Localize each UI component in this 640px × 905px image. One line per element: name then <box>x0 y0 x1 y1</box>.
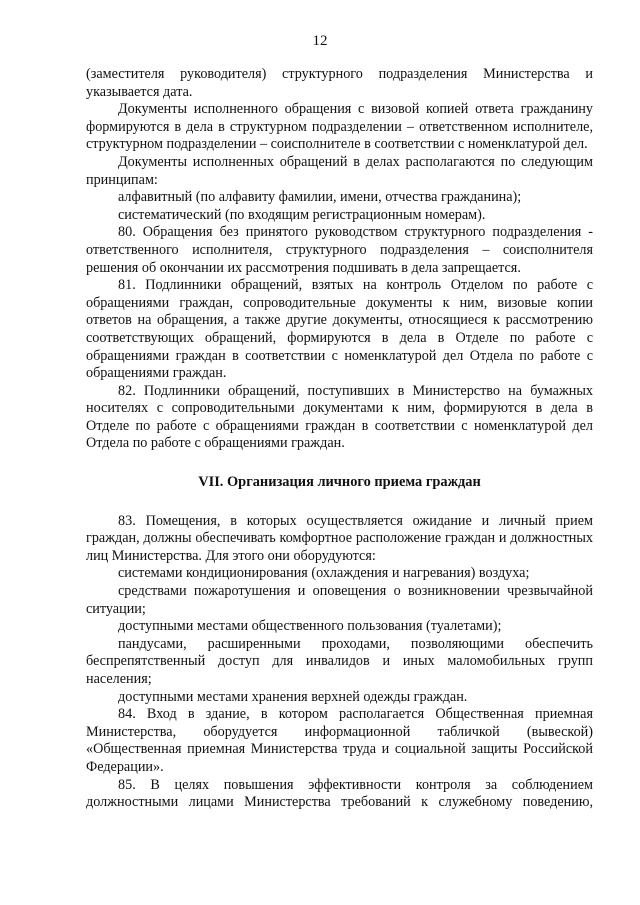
paragraph-82: 82. Подлинники обращений, поступивших в Министерство на бумажных носителях с сопроводительными документами к ним, формируются в дела в Отделе по работе с обращениями граждан в соответствии с номенклатурой дел Отдела по работе с обращениями граждан. <box>86 382 593 452</box>
paragraph-85: 85. В целях повышения эффективности контроля за соблюдением должностными лицами Министерства требований к служебному поведению, <box>86 776 593 811</box>
paragraph-80: 80. Обращения без принятого руководством структурного подразделения - ответственного исполнителя, структурного подразделения – соисполнителя решения об окончании их рассмотрения подшивать в дела запрещается. <box>86 224 593 276</box>
list-item: доступными местами хранения верхней одежды граждан. <box>118 688 468 705</box>
paragraph: Документы исполненных обращений в делах располагаются по следующим принципам: <box>86 153 593 188</box>
list-item: систематический (по входящим регистрационным номерам). <box>118 206 486 223</box>
list-item: пандусами, расширенными проходами, позволяющими обеспечить беспрепятственный доступ для инвалидов и иных маломобильных групп населения; <box>86 635 593 687</box>
paragraph-83: 83. Помещения, в которых осуществляется ожидание и личный прием граждан, должны обеспечивать комфортное расположение граждан и должностных лиц Министерства. Для этого они оборудуются: <box>86 512 593 564</box>
page-number: 12 <box>312 33 328 49</box>
section-heading: VII. Организация личного приема граждан <box>198 474 481 491</box>
document-body <box>86 66 593 812</box>
paragraph-84: 84. Вход в здание, в котором располагается Общественная приемная Министерства, оборудуется информационной табличкой (вывеской) «Общественная приемная Министерства труда и социальной защиты Российской Федерации». <box>86 706 593 775</box>
list-item: средствами пожаротушения и оповещения о возникновении чрезвычайной ситуации; <box>86 583 593 617</box>
paragraph: (заместителя руководителя) структурного подразделения Министерства и указывается дата. <box>86 66 593 100</box>
list-item: системами кондиционирования (охлаждения и нагревания) воздуха; <box>118 565 530 582</box>
list-item: алфавитный (по алфавиту фамилии, имени, отчества гражданина); <box>118 189 522 206</box>
paragraph-81: 81. Подлинники обращений, взятых на контроль Отделом по работе с обращениями граждан, сопроводительные документы к ним, визовые копии ответов на обращения, а также другие документы, относящиеся к рассмотрению соответствующих обращений, формируются в дела в Отделе по работе с обращениями граждан в соответствии с номенклатурой дел Отдела по работе с обращениями граждан. <box>86 277 593 382</box>
list-item: доступными местами общественного пользования (туалетами); <box>118 618 502 635</box>
paragraph: Документы исполненного обращения с визовой копией ответа гражданину формируются в дела в структурном подразделении – ответственном исполнителе, структурном подразделении – соисполнителе в соответствии с номенклатурой дел. <box>86 101 593 153</box>
